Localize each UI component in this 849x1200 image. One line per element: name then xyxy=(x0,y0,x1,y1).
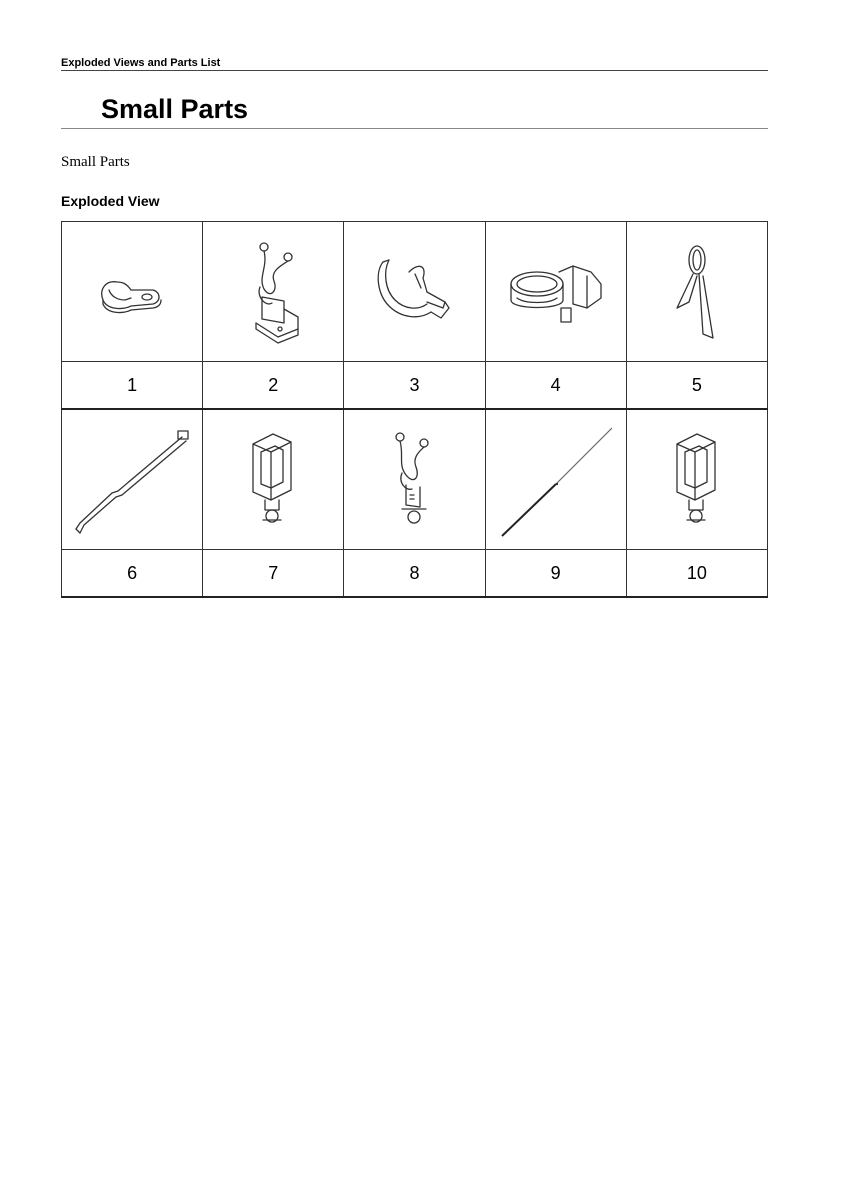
part-number: 5 xyxy=(626,362,767,410)
section-heading: Exploded View xyxy=(61,193,160,209)
parts-image-row xyxy=(62,409,768,550)
bracket-wire-clip-icon xyxy=(238,237,308,347)
part-cell xyxy=(626,409,767,550)
rod-icon xyxy=(496,420,616,540)
part-cell xyxy=(485,222,626,362)
part-number: 2 xyxy=(203,362,344,410)
part-cell xyxy=(344,409,485,550)
part-number: 6 xyxy=(62,550,203,598)
part-cell xyxy=(344,222,485,362)
part-cell xyxy=(626,222,767,362)
part-number: 8 xyxy=(344,550,485,598)
part-number: 10 xyxy=(626,550,767,598)
part-number: 1 xyxy=(62,362,203,410)
page-title: Small Parts xyxy=(101,94,249,124)
cable-tie-icon xyxy=(72,425,192,535)
double-band-clamp-icon xyxy=(501,252,611,332)
running-header: Exploded Views and Parts List xyxy=(61,57,768,71)
part-number: 9 xyxy=(485,550,626,598)
part-number: 3 xyxy=(344,362,485,410)
parts-number-row xyxy=(62,362,768,410)
part-cell xyxy=(62,409,203,550)
parts-grid xyxy=(61,221,768,598)
part-number: 4 xyxy=(485,362,626,410)
spring-clip-icon xyxy=(369,252,459,332)
cable-holder-icon xyxy=(243,430,303,530)
wire-clip-icon xyxy=(384,425,444,535)
page-title-bar xyxy=(61,92,768,129)
part-number: 7 xyxy=(203,550,344,598)
pipe-clamp-icon xyxy=(87,262,177,322)
intro-text: Small Parts xyxy=(61,154,130,170)
part-cell xyxy=(203,409,344,550)
part-cell xyxy=(485,409,626,550)
cable-holder-icon xyxy=(667,430,727,530)
wire-hanger-icon xyxy=(667,242,727,342)
part-cell xyxy=(62,222,203,362)
parts-image-row xyxy=(62,222,768,362)
part-cell xyxy=(203,222,344,362)
parts-number-row xyxy=(62,550,768,598)
